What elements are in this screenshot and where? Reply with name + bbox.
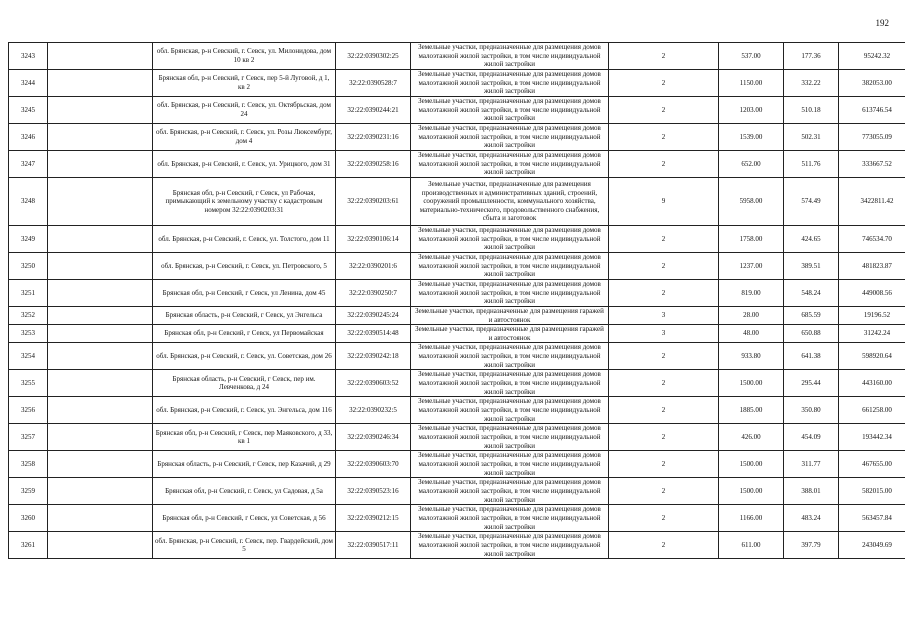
land-use-cell: Земельные участки, предназначенные для размещения домов малоэтажной жилой застройки, в том числе индивидуальной жилой застройки	[411, 532, 609, 559]
cadastral-number-cell: 32:22:0390517:11	[336, 532, 411, 559]
address-cell: Брянская обл, р-н Севский, г Севск, ул Первомайская	[153, 325, 336, 343]
address-cell: обл. Брянская, р-н Севский, г. Севск, ул. Энгельса, дом 116	[153, 397, 336, 424]
land-use-cell: Земельные участки, предназначенные для размещения домов малоэтажной жилой застройки, в том числе индивидуальной жилой застройки	[411, 43, 609, 70]
cadastral-number-cell: 32:22:0390302:25	[336, 43, 411, 70]
category-cell: 2	[609, 70, 719, 97]
row-number: 3253	[9, 325, 48, 343]
area-cell: 28.00	[719, 307, 784, 325]
table-row	[9, 325, 905, 343]
table-row	[9, 97, 905, 124]
area-cell: 537.00	[719, 43, 784, 70]
row-number: 3244	[9, 70, 48, 97]
category-cell: 2	[609, 424, 719, 451]
area-cell: 1500.00	[719, 451, 784, 478]
address-cell: обл. Брянская, р-н Севский, г. Севск, ул. Милонидова, дом 10 кв 2	[153, 43, 336, 70]
table-row	[9, 307, 905, 325]
spacer-cell	[48, 370, 153, 397]
table-row	[9, 478, 905, 505]
table-row	[9, 532, 905, 559]
address-cell: обл. Брянская, р-н Севский, г. Севск, ул. Октябрьская, дом 24	[153, 97, 336, 124]
row-number: 3260	[9, 505, 48, 532]
row-number: 3256	[9, 397, 48, 424]
category-cell: 2	[609, 451, 719, 478]
spacer-cell	[48, 280, 153, 307]
address-cell: обл. Брянская, р-н Севский, г. Севск, ул. Петровского, 5	[153, 253, 336, 280]
spacer-cell	[48, 70, 153, 97]
page-number: 192	[875, 18, 889, 28]
category-cell: 2	[609, 151, 719, 178]
spacer-cell	[48, 451, 153, 478]
rate-cell: 389.51	[784, 253, 839, 280]
table-row	[9, 397, 905, 424]
rate-cell: 295.44	[784, 370, 839, 397]
address-cell: Брянская область, р-н Севский, г Севск, пер им. Левченкова, д 24	[153, 370, 336, 397]
cadastral-number-cell: 32:22:0390244:21	[336, 97, 411, 124]
area-cell: 933.80	[719, 343, 784, 370]
area-cell: 1237.00	[719, 253, 784, 280]
table-row	[9, 151, 905, 178]
row-number: 3245	[9, 97, 48, 124]
cadastral-value-cell: 467655.00	[839, 451, 905, 478]
rate-cell: 574.49	[784, 178, 839, 226]
area-cell: 652.00	[719, 151, 784, 178]
land-use-cell: Земельные участки, предназначенные для размещения домов малоэтажной жилой застройки, в том числе индивидуальной жилой застройки	[411, 151, 609, 178]
area-cell: 1539.00	[719, 124, 784, 151]
table-row	[9, 178, 905, 226]
land-use-cell: Земельные участки, предназначенные для размещения домов малоэтажной жилой застройки, в том числе индивидуальной жилой застройки	[411, 397, 609, 424]
cadastral-number-cell: 32:22:0390258:16	[336, 151, 411, 178]
cadastral-number-cell: 32:22:0390203:61	[336, 178, 411, 226]
category-cell: 2	[609, 478, 719, 505]
row-number: 3261	[9, 532, 48, 559]
rate-cell: 177.36	[784, 43, 839, 70]
spacer-cell	[48, 478, 153, 505]
category-cell: 2	[609, 343, 719, 370]
table-row	[9, 451, 905, 478]
rate-cell: 650.88	[784, 325, 839, 343]
row-number: 3254	[9, 343, 48, 370]
category-cell: 2	[609, 397, 719, 424]
land-use-cell: Земельные участки, предназначенные для размещения домов малоэтажной жилой застройки, в том числе индивидуальной жилой застройки	[411, 343, 609, 370]
land-use-cell: Земельные участки, предназначенные для размещения домов малоэтажной жилой застройки, в том числе индивидуальной жилой застройки	[411, 370, 609, 397]
row-number: 3258	[9, 451, 48, 478]
cadastral-number-cell: 32:22:0390603:70	[336, 451, 411, 478]
cadastral-value-cell: 382053.00	[839, 70, 905, 97]
category-cell: 2	[609, 97, 719, 124]
address-cell: Брянская область, р-н Севский, г Севск, пер Казачий, д 29	[153, 451, 336, 478]
row-number: 3247	[9, 151, 48, 178]
cadastral-value-cell: 333667.52	[839, 151, 905, 178]
address-cell: Брянская обл, р-н Севский, г Севск, пер Маяковского, д 33, кв 1	[153, 424, 336, 451]
address-cell: Брянская обл, р-н Севский, г Севск, ул Советская, д 56	[153, 505, 336, 532]
area-cell: 1150.00	[719, 70, 784, 97]
cadastral-number-cell: 32:22:0390528:7	[336, 70, 411, 97]
land-use-cell: Земельные участки, предназначенные для размещения домов малоэтажной жилой застройки, в том числе индивидуальной жилой застройки	[411, 70, 609, 97]
row-number: 3248	[9, 178, 48, 226]
land-use-cell: Земельные участки, предназначенные для размещения домов малоэтажной жилой застройки, в том числе индивидуальной жилой застройки	[411, 505, 609, 532]
address-cell: Брянская область, р-н Севский, г Севск, ул Энгельса	[153, 307, 336, 325]
cadastral-number-cell: 32:22:0390106:14	[336, 226, 411, 253]
land-use-cell: Земельные участки, предназначенные для размещения домов малоэтажной жилой застройки, в том числе индивидуальной жилой застройки	[411, 451, 609, 478]
address-cell: обл. Брянская, р-н Севский, г. Севск, ул. Толстого, дом 11	[153, 226, 336, 253]
land-use-cell: Земельные участки, предназначенные для размещения домов малоэтажной жилой застройки, в том числе индивидуальной жилой застройки	[411, 478, 609, 505]
spacer-cell	[48, 397, 153, 424]
cadastral-value-cell: 243049.69	[839, 532, 905, 559]
area-cell: 1500.00	[719, 478, 784, 505]
cadastral-number-cell: 32:22:0390246:34	[336, 424, 411, 451]
address-cell: обл. Брянская, р-н Севский, г. Севск, ул. Советская, дом 26	[153, 343, 336, 370]
area-cell: 1758.00	[719, 226, 784, 253]
address-cell: обл. Брянская, р-н Севский, г. Севск, ул. Урицкого, дом 31	[153, 151, 336, 178]
category-cell: 2	[609, 43, 719, 70]
category-cell: 2	[609, 280, 719, 307]
rate-cell: 454.09	[784, 424, 839, 451]
cadastral-number-cell: 32:22:0390514:48	[336, 325, 411, 343]
category-cell: 3	[609, 325, 719, 343]
area-cell: 1500.00	[719, 370, 784, 397]
spacer-cell	[48, 43, 153, 70]
category-cell: 2	[609, 124, 719, 151]
spacer-cell	[48, 124, 153, 151]
address-cell: обл. Брянская, р-н Севский, г. Севск, пер. Гвардейский, дом 5	[153, 532, 336, 559]
cadastral-number-cell: 32:22:0390201:6	[336, 253, 411, 280]
row-number: 3249	[9, 226, 48, 253]
area-cell: 1885.00	[719, 397, 784, 424]
cadastral-value-cell: 613746.54	[839, 97, 905, 124]
spacer-cell	[48, 343, 153, 370]
row-number: 3255	[9, 370, 48, 397]
rate-cell: 424.65	[784, 226, 839, 253]
land-use-cell: Земельные участки, предназначенные для размещения домов малоэтажной жилой застройки, в том числе индивидуальной жилой застройки	[411, 124, 609, 151]
category-cell: 2	[609, 226, 719, 253]
address-cell: Брянская обл, р-н Севский, г Севск, ул Рабочая, примыкающий к земельному участку с кадастровым номером 32:22:0390203:31	[153, 178, 336, 226]
category-cell: 3	[609, 307, 719, 325]
cadastral-number-cell: 32:22:0390212:15	[336, 505, 411, 532]
table-row	[9, 424, 905, 451]
rate-cell: 685.59	[784, 307, 839, 325]
table-row	[9, 343, 905, 370]
cadastral-value-cell: 449008.56	[839, 280, 905, 307]
spacer-cell	[48, 178, 153, 226]
land-use-cell: Земельные участки, предназначенные для размещения домов малоэтажной жилой застройки, в том числе индивидуальной жилой застройки	[411, 97, 609, 124]
cadastral-number-cell: 32:22:0390245:24	[336, 307, 411, 325]
cadastral-number-cell: 32:22:0390603:52	[336, 370, 411, 397]
land-use-cell: Земельные участки, предназначенные для размещения гаражей и автостоянок	[411, 307, 609, 325]
category-cell: 2	[609, 370, 719, 397]
land-use-cell: Земельные участки, предназначенные для размещения домов малоэтажной жилой застройки, в том числе индивидуальной жилой застройки	[411, 280, 609, 307]
area-cell: 48.00	[719, 325, 784, 343]
cadastral-value-cell: 661258.00	[839, 397, 905, 424]
cadastral-value-cell: 31242.24	[839, 325, 905, 343]
cadastral-number-cell: 32:22:0390523:16	[336, 478, 411, 505]
table-row	[9, 226, 905, 253]
cadastral-value-cell: 773055.09	[839, 124, 905, 151]
cadastral-number-cell: 32:22:0390242:18	[336, 343, 411, 370]
table-row	[9, 505, 905, 532]
category-cell: 2	[609, 253, 719, 280]
row-number: 3250	[9, 253, 48, 280]
cadastral-value-cell: 3422811.42	[839, 178, 905, 226]
spacer-cell	[48, 226, 153, 253]
cadastral-value-cell: 582015.00	[839, 478, 905, 505]
cadastral-value-cell: 598920.64	[839, 343, 905, 370]
rate-cell: 332.22	[784, 70, 839, 97]
cadastral-value-cell: 193442.34	[839, 424, 905, 451]
land-plot-register-table	[8, 42, 905, 559]
table-row	[9, 124, 905, 151]
rate-cell: 510.18	[784, 97, 839, 124]
address-cell: Брянская обл, р-н Севский, г Севск, пер 5-й Луговой, д 1, кв 2	[153, 70, 336, 97]
row-number: 3251	[9, 280, 48, 307]
cadastral-value-cell: 95242.32	[839, 43, 905, 70]
land-use-cell: Земельные участки, предназначенные для размещения домов малоэтажной жилой застройки, в том числе индивидуальной жилой застройки	[411, 226, 609, 253]
spacer-cell	[48, 253, 153, 280]
land-use-cell: Земельные участки, предназначенные для размещения гаражей и автостоянок	[411, 325, 609, 343]
table-row	[9, 280, 905, 307]
cadastral-number-cell: 32:22:0390231:16	[336, 124, 411, 151]
cadastral-number-cell: 32:22:0390232:5	[336, 397, 411, 424]
category-cell: 9	[609, 178, 719, 226]
cadastral-value-cell: 19196.52	[839, 307, 905, 325]
area-cell: 819.00	[719, 280, 784, 307]
row-number: 3252	[9, 307, 48, 325]
spacer-cell	[48, 505, 153, 532]
table-row	[9, 43, 905, 70]
spacer-cell	[48, 151, 153, 178]
rate-cell: 483.24	[784, 505, 839, 532]
area-cell: 611.00	[719, 532, 784, 559]
rate-cell: 511.76	[784, 151, 839, 178]
area-cell: 5958.00	[719, 178, 784, 226]
land-use-cell: Земельные участки, предназначенные для размещения домов малоэтажной жилой застройки, в том числе индивидуальной жилой застройки	[411, 253, 609, 280]
cadastral-value-cell: 443160.00	[839, 370, 905, 397]
cadastral-value-cell: 481823.87	[839, 253, 905, 280]
category-cell: 2	[609, 505, 719, 532]
rate-cell: 388.01	[784, 478, 839, 505]
rate-cell: 548.24	[784, 280, 839, 307]
address-cell: Брянская обл, р-н Севский, г Севск, ул Ленина, дом 45	[153, 280, 336, 307]
area-cell: 426.00	[719, 424, 784, 451]
table-body	[9, 43, 905, 559]
address-cell: обл. Брянская, р-н Севский, г. Севск, ул. Розы Люксембург, дом 4	[153, 124, 336, 151]
cadastral-value-cell: 746534.70	[839, 226, 905, 253]
address-cell: Брянская обл, р-н Севский, г. Севск, ул Садовая, д 5а	[153, 478, 336, 505]
area-cell: 1166.00	[719, 505, 784, 532]
row-number: 3257	[9, 424, 48, 451]
area-cell: 1203.00	[719, 97, 784, 124]
land-use-cell: Земельные участки, предназначенные для размещения домов малоэтажной жилой застройки, в том числе индивидуальной жилой застройки	[411, 424, 609, 451]
cadastral-value-cell: 563457.84	[839, 505, 905, 532]
cadastral-number-cell: 32:22:0390250:7	[336, 280, 411, 307]
row-number: 3243	[9, 43, 48, 70]
spacer-cell	[48, 97, 153, 124]
rate-cell: 397.79	[784, 532, 839, 559]
spacer-cell	[48, 307, 153, 325]
table-row	[9, 370, 905, 397]
spacer-cell	[48, 532, 153, 559]
rate-cell: 502.31	[784, 124, 839, 151]
category-cell: 2	[609, 532, 719, 559]
spacer-cell	[48, 325, 153, 343]
rate-cell: 311.77	[784, 451, 839, 478]
row-number: 3259	[9, 478, 48, 505]
spacer-cell	[48, 424, 153, 451]
rate-cell: 350.80	[784, 397, 839, 424]
land-use-cell: Земельные участки, предназначенные для размещения производственных и административных зданий, строений, сооружений промышленности, коммунального хозяйства, материально-технического, продовольственного снабжения, сбыта и заготовок	[411, 178, 609, 226]
row-number: 3246	[9, 124, 48, 151]
rate-cell: 641.38	[784, 343, 839, 370]
table-row	[9, 253, 905, 280]
table-row	[9, 70, 905, 97]
